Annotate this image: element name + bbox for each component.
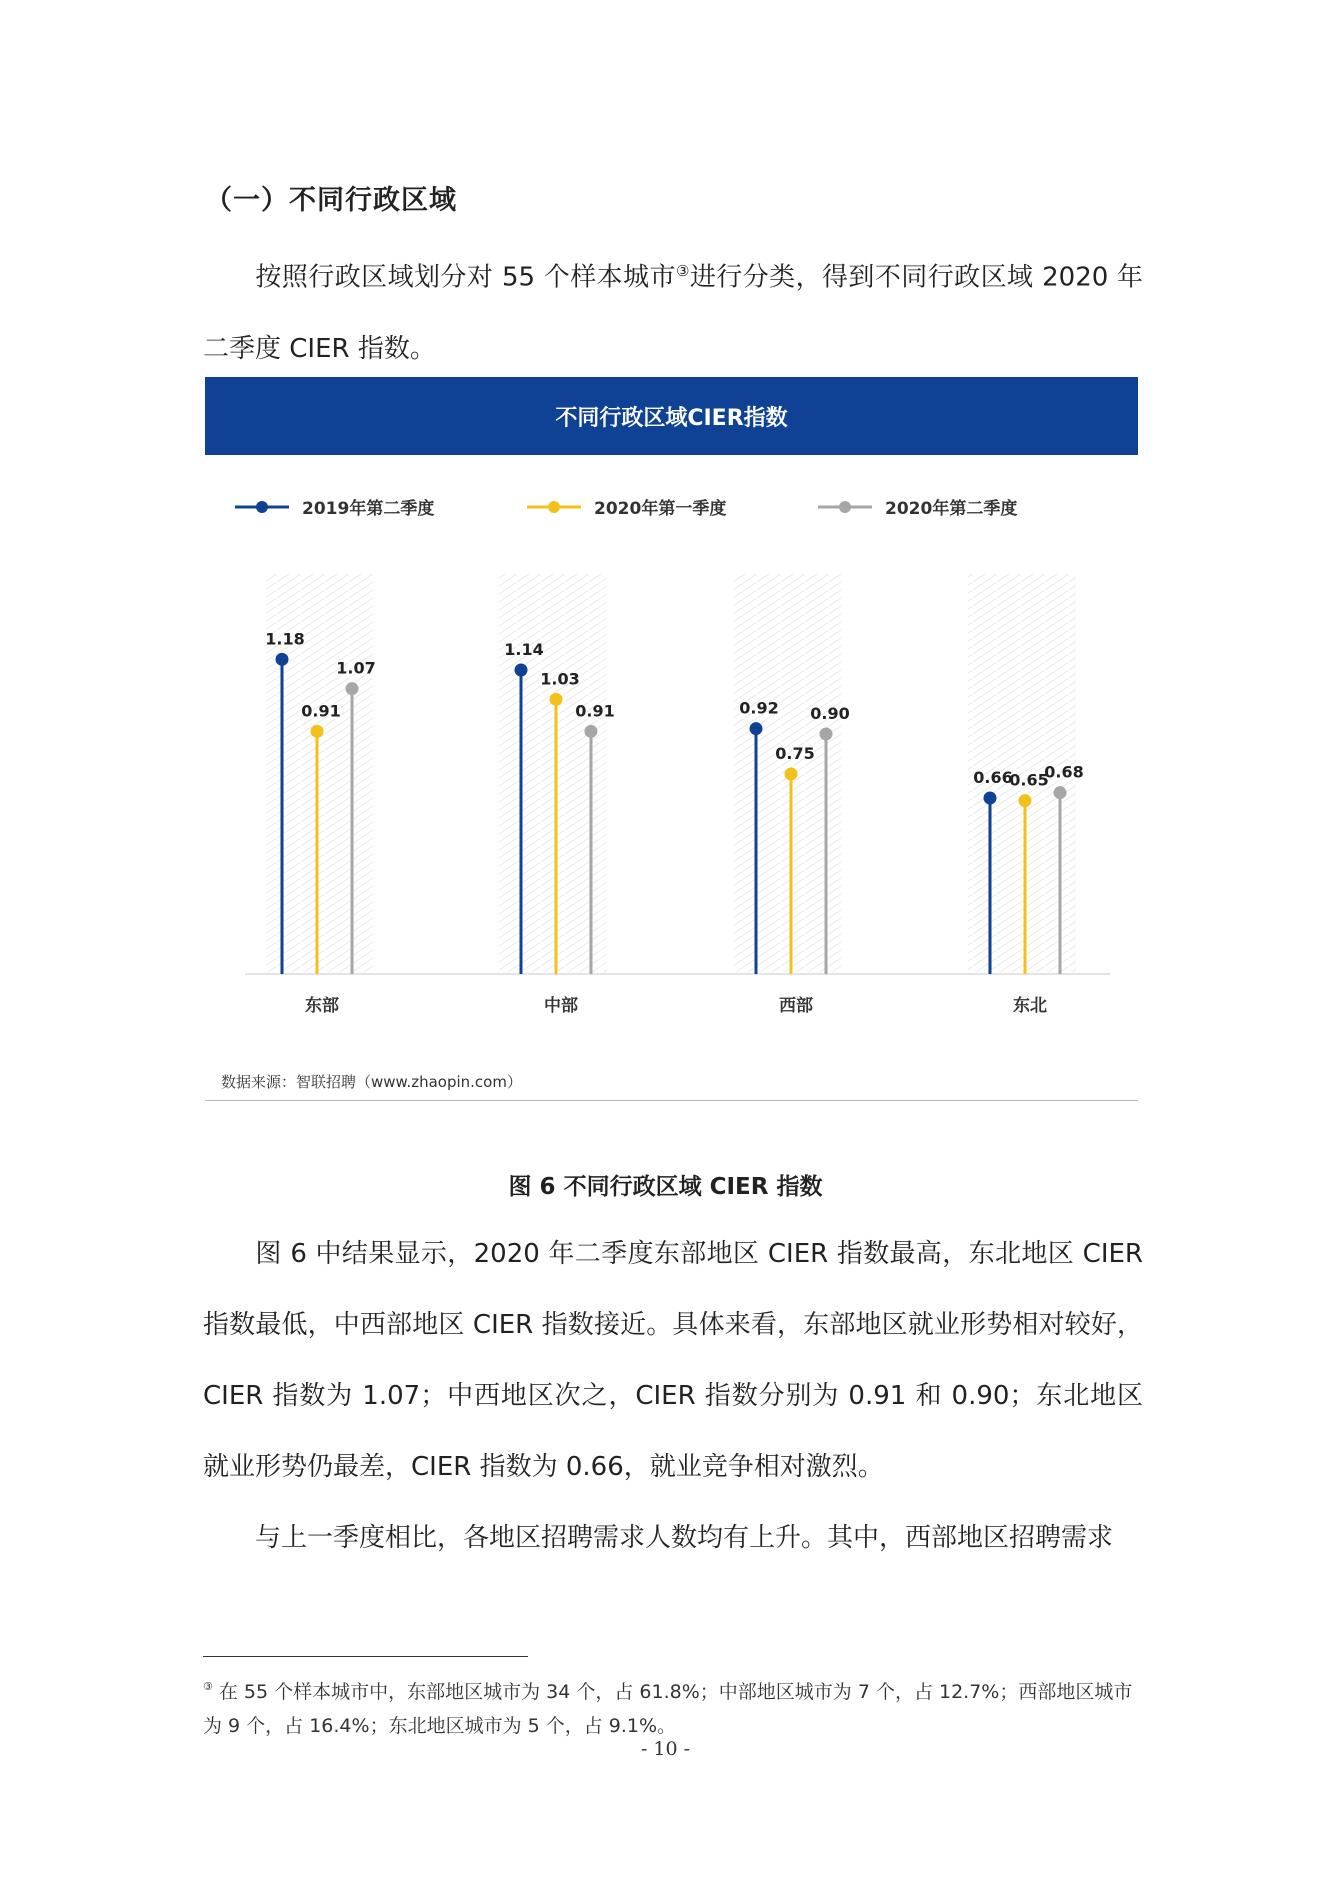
value-label: 0.68 bbox=[1044, 762, 1084, 782]
page-number: - 10 - bbox=[640, 1738, 691, 1760]
category-label: 东北 bbox=[1013, 996, 1047, 1016]
chart-title-banner bbox=[205, 377, 1138, 455]
comparison-text: 与上一季度相比，各地区招聘需求人数均有上升。其中，西部地区招聘需求 bbox=[255, 1523, 1114, 1553]
results-paragraph bbox=[203, 1219, 1143, 1503]
legend-item bbox=[527, 498, 726, 519]
section-heading: （一）不同行政区域 bbox=[205, 185, 457, 216]
value-label: 0.65 bbox=[1009, 770, 1049, 790]
legend-marker bbox=[548, 501, 560, 513]
legend-marker bbox=[256, 501, 268, 513]
value-label: 0.90 bbox=[810, 704, 850, 723]
source-divider bbox=[205, 1100, 1138, 1101]
value-label: 0.66 bbox=[973, 768, 1013, 787]
legend-marker bbox=[839, 501, 851, 513]
chart-legend bbox=[235, 498, 1017, 519]
intro-text-before: 按照行政区域划分对 55 个样本城市 bbox=[255, 262, 676, 293]
footnote-divider bbox=[203, 1656, 528, 1657]
value-label: 1.14 bbox=[504, 640, 544, 659]
category-label: 中部 bbox=[544, 996, 578, 1016]
legend-item bbox=[235, 498, 434, 519]
value-label: 1.18 bbox=[265, 629, 305, 649]
intro-text-after: 进行分类，得到不同行政区域 2020 年二季度 CIER 指数。 bbox=[203, 262, 1144, 364]
lollipop-point bbox=[984, 792, 997, 805]
value-label: 1.03 bbox=[540, 669, 580, 689]
value-label: 0.91 bbox=[301, 701, 341, 721]
footnote bbox=[203, 1670, 1138, 1743]
lollipop-point bbox=[276, 653, 289, 666]
figure-caption: 图 6 不同行政区域 CIER 指数 bbox=[508, 1174, 823, 1200]
legend-label: 2020年第一季度 bbox=[594, 499, 727, 519]
lollipop-point bbox=[785, 768, 798, 781]
intro-paragraph bbox=[203, 236, 1143, 385]
value-label: 0.91 bbox=[575, 701, 615, 721]
legend-label: 2020年第二季度 bbox=[885, 499, 1018, 519]
lollipop-point bbox=[585, 725, 598, 738]
lollipop-point bbox=[311, 725, 324, 738]
lollipop-point bbox=[515, 664, 528, 677]
category-label: 西部 bbox=[779, 996, 813, 1016]
value-label: 0.75 bbox=[775, 744, 815, 763]
footnote-ref: ③ bbox=[675, 262, 690, 280]
lollipop-point bbox=[346, 682, 359, 695]
footnote-text: 在 55 个样本城市中，东部地区城市为 34 个，占 61.8%；中部地区城市为 7 个，占 12.7%；西部地区城市为 9 个，占 16.4%；东北地区城市为 5 个，占 9.1%。 bbox=[203, 1681, 1133, 1737]
lollipop-chart bbox=[205, 470, 1138, 1030]
chart-source: 数据来源：智联招聘（www.zhaopin.com） bbox=[221, 1073, 522, 1091]
legend-item bbox=[818, 498, 1017, 519]
comparison-paragraph bbox=[203, 1503, 1143, 1574]
chart-title: 不同行政区域CIER指数 bbox=[555, 405, 788, 431]
chart-marks bbox=[265, 629, 1083, 974]
value-label: 1.07 bbox=[336, 658, 376, 678]
legend-label: 2019年第二季度 bbox=[302, 499, 435, 519]
category-labels bbox=[305, 995, 1047, 1016]
lollipop-point bbox=[1054, 786, 1067, 799]
lollipop-point bbox=[550, 693, 563, 706]
value-label: 0.92 bbox=[739, 698, 779, 718]
results-text: 图 6 中结果显示，2020 年二季度东部地区 CIER 指数最高，东北地区 CIER 指数最低，中西部地区 CIER 指数接近。具体来看，东部地区就业形势相对较好，CIER 指数为 1.07；中西地区次之，CIER 指数分别为 0.91 和 0.90；东北地区就业形势仍最差，CIER 指数为 0.66，就业竞争相对激烈。 bbox=[203, 1239, 1143, 1482]
category-label: 东部 bbox=[305, 996, 339, 1016]
lollipop-point bbox=[1019, 794, 1032, 807]
lollipop-point bbox=[750, 722, 763, 735]
lollipop-point bbox=[820, 728, 833, 741]
footnote-marker: ③ bbox=[203, 1680, 213, 1693]
category-bands bbox=[265, 574, 1076, 972]
